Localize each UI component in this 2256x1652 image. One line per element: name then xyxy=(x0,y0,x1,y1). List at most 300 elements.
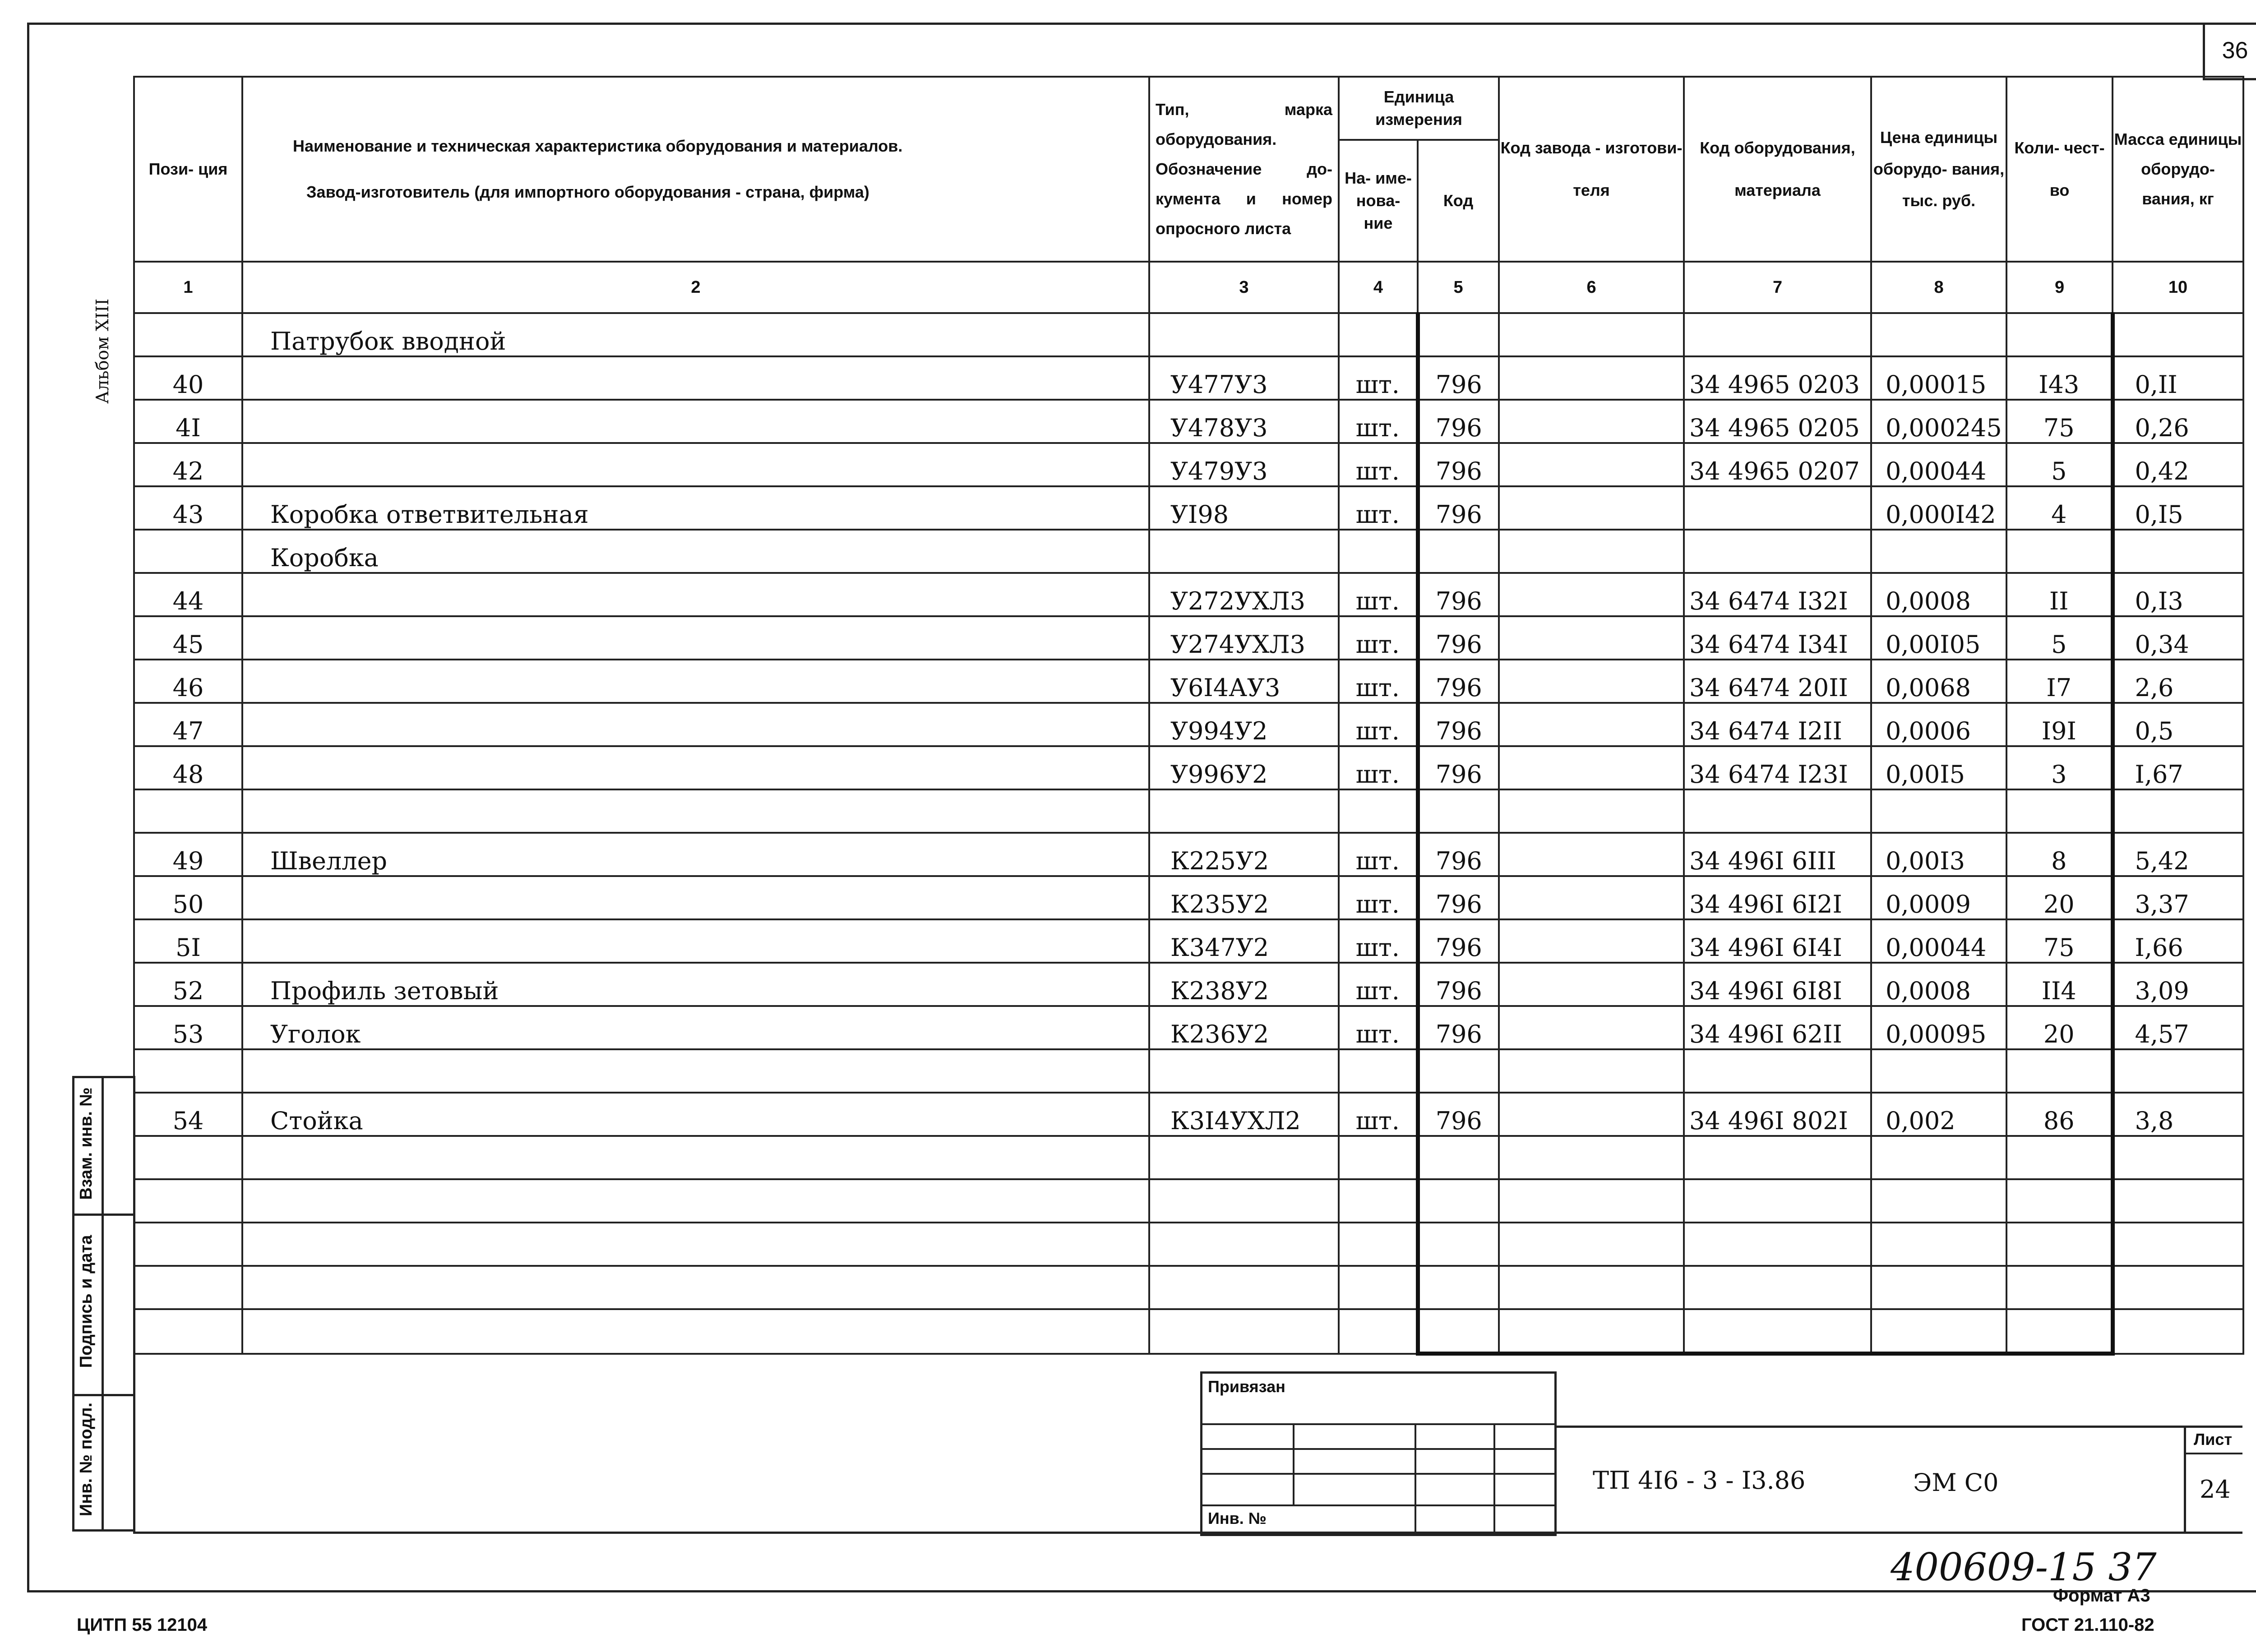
row-equipment-code xyxy=(1684,789,1871,833)
row-name: Коробка xyxy=(242,530,1149,573)
row-mass: 0,34 xyxy=(2113,616,2243,660)
row-equipment-code: 34 4965 0207 xyxy=(1684,443,1871,486)
row-factory-code xyxy=(1499,1223,1684,1266)
row-name xyxy=(242,573,1149,616)
row-name xyxy=(242,703,1149,746)
row-position: 4I xyxy=(134,400,242,443)
row-price: 0,00095 xyxy=(1871,1006,2006,1049)
table-row xyxy=(134,530,2243,573)
row-equipment-code xyxy=(1684,313,1871,356)
col-number-7: 7 xyxy=(1684,262,1871,313)
row-quantity: 20 xyxy=(2006,1006,2113,1049)
row-unit xyxy=(1339,1309,1418,1354)
row-price xyxy=(1871,1049,2006,1093)
row-type xyxy=(1149,313,1339,356)
row-position xyxy=(134,1266,242,1309)
row-type: К347У2 xyxy=(1149,919,1339,963)
col-number-2: 2 xyxy=(242,262,1149,313)
row-factory-code xyxy=(1499,486,1684,530)
table-row xyxy=(134,1266,2243,1309)
col-number-5: 5 xyxy=(1418,262,1499,313)
row-factory-code xyxy=(1499,1179,1684,1223)
row-name: Патрубок вводной xyxy=(242,313,1149,356)
binding-label: Привязан xyxy=(1208,1377,1285,1396)
table-row xyxy=(134,1136,2243,1179)
row-quantity: I9I xyxy=(2006,703,2113,746)
row-unit-code xyxy=(1418,789,1499,833)
row-price xyxy=(1871,1223,2006,1266)
row-price xyxy=(1871,1136,2006,1179)
row-price xyxy=(1871,313,2006,356)
col-number-6: 6 xyxy=(1499,262,1684,313)
row-factory-code xyxy=(1499,616,1684,660)
row-name xyxy=(242,746,1149,789)
row-unit-code xyxy=(1418,1266,1499,1309)
header-type: Тип, марка оборудования. Обозначение до- кумента и номер опросного листа xyxy=(1149,77,1339,262)
row-unit: шт. xyxy=(1339,1006,1418,1049)
row-position xyxy=(134,1179,242,1223)
header-unit-group: Единица измерения xyxy=(1339,77,1499,140)
row-position: 46 xyxy=(134,660,242,703)
table-row xyxy=(134,313,2243,356)
row-type: К235У2 xyxy=(1149,876,1339,919)
footer-code: ЦИТП 55 12104 xyxy=(77,1615,208,1635)
row-type: У478У3 xyxy=(1149,400,1339,443)
table-row xyxy=(134,616,2243,660)
row-name xyxy=(242,1266,1149,1309)
table-row xyxy=(134,1093,2243,1136)
row-unit xyxy=(1339,1223,1418,1266)
table-row xyxy=(134,919,2243,963)
row-unit: шт. xyxy=(1339,1093,1418,1136)
row-price: 0,0008 xyxy=(1871,573,2006,616)
row-mass xyxy=(2113,313,2243,356)
row-quantity: II4 xyxy=(2006,963,2113,1006)
row-unit-code: 796 xyxy=(1418,616,1499,660)
row-mass: I,67 xyxy=(2113,746,2243,789)
row-factory-code xyxy=(1499,1093,1684,1136)
table-row xyxy=(134,1309,2243,1354)
row-mass: 0,26 xyxy=(2113,400,2243,443)
row-unit-code: 796 xyxy=(1418,443,1499,486)
row-equipment-code: 34 496I 6I8I xyxy=(1684,963,1871,1006)
row-position: 40 xyxy=(134,356,242,400)
table-row xyxy=(134,573,2243,616)
row-quantity: 5 xyxy=(2006,616,2113,660)
table-row xyxy=(134,356,2243,400)
row-quantity xyxy=(2006,789,2113,833)
row-unit-code: 796 xyxy=(1418,356,1499,400)
row-price xyxy=(1871,1179,2006,1223)
row-type: У479У3 xyxy=(1149,443,1339,486)
col-number-9: 9 xyxy=(2006,262,2113,313)
header-name-line1: Наименование и техническая характеристика оборудования и материалов. xyxy=(293,137,903,155)
row-quantity xyxy=(2006,1179,2113,1223)
row-position xyxy=(134,1223,242,1266)
row-name xyxy=(242,919,1149,963)
row-equipment-code: 34 6474 I34I xyxy=(1684,616,1871,660)
sheet-label: Лист xyxy=(2194,1430,2233,1449)
row-equipment-code: 34 6474 I23I xyxy=(1684,746,1871,789)
row-mass: 0,I3 xyxy=(2113,573,2243,616)
row-mass xyxy=(2113,1223,2243,1266)
row-equipment-code: 34 6474 I2II xyxy=(1684,703,1871,746)
row-quantity: I7 xyxy=(2006,660,2113,703)
row-price xyxy=(1871,530,2006,573)
table-row xyxy=(134,703,2243,746)
row-unit-code: 796 xyxy=(1418,963,1499,1006)
row-mass: 0,I5 xyxy=(2113,486,2243,530)
gost-label: ГОСТ 21.110-82 xyxy=(2021,1615,2154,1635)
row-name xyxy=(242,1136,1149,1179)
row-mass: 3,37 xyxy=(2113,876,2243,919)
row-unit: шт. xyxy=(1339,919,1418,963)
row-name xyxy=(242,660,1149,703)
document-mark: ЭМ С0 xyxy=(1913,1468,1999,1497)
row-position xyxy=(134,1309,242,1354)
row-mass xyxy=(2113,1179,2243,1223)
table-row xyxy=(134,1006,2243,1049)
row-price: 0,0009 xyxy=(1871,876,2006,919)
row-equipment-code xyxy=(1684,1223,1871,1266)
row-unit xyxy=(1339,1049,1418,1093)
row-position: 48 xyxy=(134,746,242,789)
row-price: 0,00I5 xyxy=(1871,746,2006,789)
col-number-3: 3 xyxy=(1149,262,1339,313)
row-equipment-code xyxy=(1684,1179,1871,1223)
format-label: Формат А3 xyxy=(2053,1586,2150,1606)
col-number-1: 1 xyxy=(134,262,242,313)
row-name xyxy=(242,443,1149,486)
row-equipment-code xyxy=(1684,1266,1871,1309)
handwritten-number: 400609-15 37 xyxy=(1891,1545,2157,1589)
table-row xyxy=(134,789,2243,833)
row-type: К236У2 xyxy=(1149,1006,1339,1049)
row-unit-code xyxy=(1418,1309,1499,1354)
row-unit-code xyxy=(1418,1223,1499,1266)
row-type: К225У2 xyxy=(1149,833,1339,876)
row-unit: шт. xyxy=(1339,400,1418,443)
row-price xyxy=(1871,789,2006,833)
row-position: 42 xyxy=(134,443,242,486)
header-position: Пози- ция xyxy=(134,77,242,262)
row-mass: 0,42 xyxy=(2113,443,2243,486)
row-quantity xyxy=(2006,1266,2113,1309)
row-factory-code xyxy=(1499,573,1684,616)
row-unit: шт. xyxy=(1339,486,1418,530)
row-type: У994У2 xyxy=(1149,703,1339,746)
row-quantity xyxy=(2006,530,2113,573)
row-factory-code xyxy=(1499,356,1684,400)
row-equipment-code: 34 496I 6I2I xyxy=(1684,876,1871,919)
row-mass: 3,09 xyxy=(2113,963,2243,1006)
row-unit: шт. xyxy=(1339,746,1418,789)
table-row xyxy=(134,660,2243,703)
top-sheet-number: 36 xyxy=(2203,23,2256,80)
row-quantity: 4 xyxy=(2006,486,2113,530)
row-factory-code xyxy=(1499,789,1684,833)
row-mass: I,66 xyxy=(2113,919,2243,963)
row-equipment-code xyxy=(1684,1049,1871,1093)
row-unit: шт. xyxy=(1339,616,1418,660)
specification-table xyxy=(133,76,2242,1356)
row-mass: 5,42 xyxy=(2113,833,2243,876)
row-factory-code xyxy=(1499,1136,1684,1179)
row-unit xyxy=(1339,1136,1418,1179)
row-position xyxy=(134,1136,242,1179)
row-type xyxy=(1149,1223,1339,1266)
row-factory-code xyxy=(1499,313,1684,356)
row-factory-code xyxy=(1499,1309,1684,1354)
table-row xyxy=(134,876,2243,919)
row-price xyxy=(1871,1266,2006,1309)
row-name: Стойка xyxy=(242,1093,1149,1136)
row-mass xyxy=(2113,1266,2243,1309)
row-unit-code: 796 xyxy=(1418,703,1499,746)
row-mass: 0,II xyxy=(2113,356,2243,400)
table-row xyxy=(134,746,2243,789)
row-quantity xyxy=(2006,1136,2113,1179)
row-unit xyxy=(1339,530,1418,573)
row-name xyxy=(242,616,1149,660)
document-designation: ТП 4I6 - 3 - I3.86 xyxy=(1593,1466,1806,1495)
row-quantity: 8 xyxy=(2006,833,2113,876)
row-quantity: II xyxy=(2006,573,2113,616)
row-type: У274УХЛ3 xyxy=(1149,616,1339,660)
table-row xyxy=(134,1179,2243,1223)
row-position xyxy=(134,313,242,356)
row-position: 5I xyxy=(134,919,242,963)
row-unit: шт. xyxy=(1339,573,1418,616)
row-mass xyxy=(2113,1049,2243,1093)
col-number-4: 4 xyxy=(1339,262,1418,313)
row-quantity xyxy=(2006,313,2113,356)
row-equipment-code: 34 6474 20II xyxy=(1684,660,1871,703)
row-unit-code: 796 xyxy=(1418,400,1499,443)
row-name: Профиль зетовый xyxy=(242,963,1149,1006)
row-quantity: 75 xyxy=(2006,400,2113,443)
row-quantity: 20 xyxy=(2006,876,2113,919)
row-position: 45 xyxy=(134,616,242,660)
row-mass xyxy=(2113,1136,2243,1179)
row-position: 52 xyxy=(134,963,242,1006)
row-price: 0,00I3 xyxy=(1871,833,2006,876)
row-type: УI98 xyxy=(1149,486,1339,530)
table-row xyxy=(134,400,2243,443)
row-mass xyxy=(2113,1309,2243,1354)
row-unit: шт. xyxy=(1339,443,1418,486)
row-mass xyxy=(2113,530,2243,573)
row-position: 53 xyxy=(134,1006,242,1049)
row-price: 0,00044 xyxy=(1871,919,2006,963)
row-name: Уголок xyxy=(242,1006,1149,1049)
row-factory-code xyxy=(1499,703,1684,746)
row-mass xyxy=(2113,789,2243,833)
row-type xyxy=(1149,1266,1339,1309)
row-unit-code: 796 xyxy=(1418,1006,1499,1049)
col-number-10: 10 xyxy=(2113,262,2243,313)
header-quantity: Коли- чест- во xyxy=(2006,77,2113,262)
row-type xyxy=(1149,789,1339,833)
row-type: К238У2 xyxy=(1149,963,1339,1006)
row-unit-code: 796 xyxy=(1418,919,1499,963)
album-label: Альбом XIII xyxy=(92,298,112,404)
row-name xyxy=(242,1179,1149,1223)
row-position: 50 xyxy=(134,876,242,919)
row-mass: 3,8 xyxy=(2113,1093,2243,1136)
row-unit xyxy=(1339,313,1418,356)
row-position xyxy=(134,789,242,833)
header-factory-code: Код завода - изготови- теля xyxy=(1499,77,1684,262)
row-quantity: 3 xyxy=(2006,746,2113,789)
row-price: 0,002 xyxy=(1871,1093,2006,1136)
row-equipment-code: 34 6474 I32I xyxy=(1684,573,1871,616)
row-name: Швеллер xyxy=(242,833,1149,876)
row-type xyxy=(1149,1309,1339,1354)
row-name xyxy=(242,400,1149,443)
row-unit: шт. xyxy=(1339,833,1418,876)
row-factory-code xyxy=(1499,530,1684,573)
row-quantity xyxy=(2006,1309,2113,1354)
row-factory-code xyxy=(1499,746,1684,789)
header-equipment-code: Код оборудования, материала xyxy=(1684,77,1871,262)
row-name xyxy=(242,356,1149,400)
vzam-inv-label: Взам. инв. № xyxy=(77,1087,96,1200)
row-quantity xyxy=(2006,1049,2113,1093)
row-equipment-code: 34 4965 0203 xyxy=(1684,356,1871,400)
row-price: 0,000I42 xyxy=(1871,486,2006,530)
row-unit-code: 796 xyxy=(1418,1093,1499,1136)
row-factory-code xyxy=(1499,876,1684,919)
row-type: К3I4УХЛ2 xyxy=(1149,1093,1339,1136)
row-position: 43 xyxy=(134,486,242,530)
row-unit-code xyxy=(1418,313,1499,356)
row-equipment-code: 34 496I 802I xyxy=(1684,1093,1871,1136)
row-name xyxy=(242,1309,1149,1354)
row-equipment-code: 34 4965 0205 xyxy=(1684,400,1871,443)
row-price: 0,0068 xyxy=(1871,660,2006,703)
row-price: 0,0008 xyxy=(1871,963,2006,1006)
row-unit xyxy=(1339,1179,1418,1223)
row-unit-code: 796 xyxy=(1418,833,1499,876)
row-unit-code: 796 xyxy=(1418,660,1499,703)
header-unit-name: На- име- нова- ние xyxy=(1339,140,1418,262)
row-unit: шт. xyxy=(1339,660,1418,703)
row-unit: шт. xyxy=(1339,703,1418,746)
row-type: У996У2 xyxy=(1149,746,1339,789)
row-equipment-code: 34 496I 6III xyxy=(1684,833,1871,876)
row-factory-code xyxy=(1499,660,1684,703)
row-quantity xyxy=(2006,1223,2113,1266)
sidebar-stamp xyxy=(72,1076,135,1532)
row-factory-code xyxy=(1499,1266,1684,1309)
row-price: 0,00015 xyxy=(1871,356,2006,400)
row-name xyxy=(242,789,1149,833)
row-factory-code xyxy=(1499,443,1684,486)
table-row xyxy=(134,833,2243,876)
table-row xyxy=(134,443,2243,486)
row-type: У272УХЛ3 xyxy=(1149,573,1339,616)
row-mass: 4,57 xyxy=(2113,1006,2243,1049)
row-factory-code xyxy=(1499,1049,1684,1093)
row-unit-code xyxy=(1418,530,1499,573)
row-unit-code: 796 xyxy=(1418,876,1499,919)
row-equipment-code: 34 496I 6I4I xyxy=(1684,919,1871,963)
row-unit-code: 796 xyxy=(1418,486,1499,530)
row-unit xyxy=(1339,1266,1418,1309)
row-factory-code xyxy=(1499,400,1684,443)
table-row xyxy=(134,1049,2243,1093)
row-position: 49 xyxy=(134,833,242,876)
row-name xyxy=(242,1049,1149,1093)
row-factory-code xyxy=(1499,833,1684,876)
row-type xyxy=(1149,530,1339,573)
row-name xyxy=(242,876,1149,919)
row-unit-code xyxy=(1418,1179,1499,1223)
row-position: 47 xyxy=(134,703,242,746)
row-mass: 2,6 xyxy=(2113,660,2243,703)
sheet-number: 24 xyxy=(2200,1475,2231,1504)
row-unit-code xyxy=(1418,1049,1499,1093)
inv-original-label: Инв. № подл. xyxy=(77,1402,96,1517)
row-position: 54 xyxy=(134,1093,242,1136)
row-price: 0,00I05 xyxy=(1871,616,2006,660)
row-quantity: I43 xyxy=(2006,356,2113,400)
table-row xyxy=(134,1223,2243,1266)
header-unit-mass: Масса единицы оборудо- вания, кг xyxy=(2113,77,2243,262)
header-name-line2: Завод-изготовитель (для импортного оборудования - страна, фирма) xyxy=(306,183,869,201)
table-row xyxy=(134,963,2243,1006)
row-type: У477У3 xyxy=(1149,356,1339,400)
binding-stamp xyxy=(1200,1371,1557,1536)
row-position xyxy=(134,530,242,573)
col-number-8: 8 xyxy=(1871,262,2006,313)
row-position: 44 xyxy=(134,573,242,616)
row-type xyxy=(1149,1049,1339,1093)
row-price: 0,000245 xyxy=(1871,400,2006,443)
header-name xyxy=(242,77,1149,262)
row-equipment-code xyxy=(1684,486,1871,530)
row-position xyxy=(134,1049,242,1093)
row-name xyxy=(242,1223,1149,1266)
row-unit xyxy=(1339,789,1418,833)
row-equipment-code xyxy=(1684,1309,1871,1354)
inventory-label: Инв. № xyxy=(1208,1509,1267,1527)
row-factory-code xyxy=(1499,1006,1684,1049)
row-unit-code xyxy=(1418,1136,1499,1179)
row-mass: 0,5 xyxy=(2113,703,2243,746)
row-price: 0,00044 xyxy=(1871,443,2006,486)
row-factory-code xyxy=(1499,963,1684,1006)
row-unit: шт. xyxy=(1339,876,1418,919)
row-quantity: 75 xyxy=(2006,919,2113,963)
row-price xyxy=(1871,1309,2006,1354)
row-factory-code xyxy=(1499,919,1684,963)
row-equipment-code xyxy=(1684,1136,1871,1179)
row-name: Коробка ответвительная xyxy=(242,486,1149,530)
signature-date-label: Подпись и дата xyxy=(77,1235,96,1368)
row-quantity: 86 xyxy=(2006,1093,2113,1136)
row-type xyxy=(1149,1179,1339,1223)
row-type: У6I4АУ3 xyxy=(1149,660,1339,703)
row-equipment-code xyxy=(1684,530,1871,573)
row-unit: шт. xyxy=(1339,356,1418,400)
row-price: 0,0006 xyxy=(1871,703,2006,746)
header-unit-code: Код xyxy=(1418,140,1499,262)
row-quantity: 5 xyxy=(2006,443,2113,486)
row-unit-code: 796 xyxy=(1418,746,1499,789)
row-equipment-code: 34 496I 62II xyxy=(1684,1006,1871,1049)
